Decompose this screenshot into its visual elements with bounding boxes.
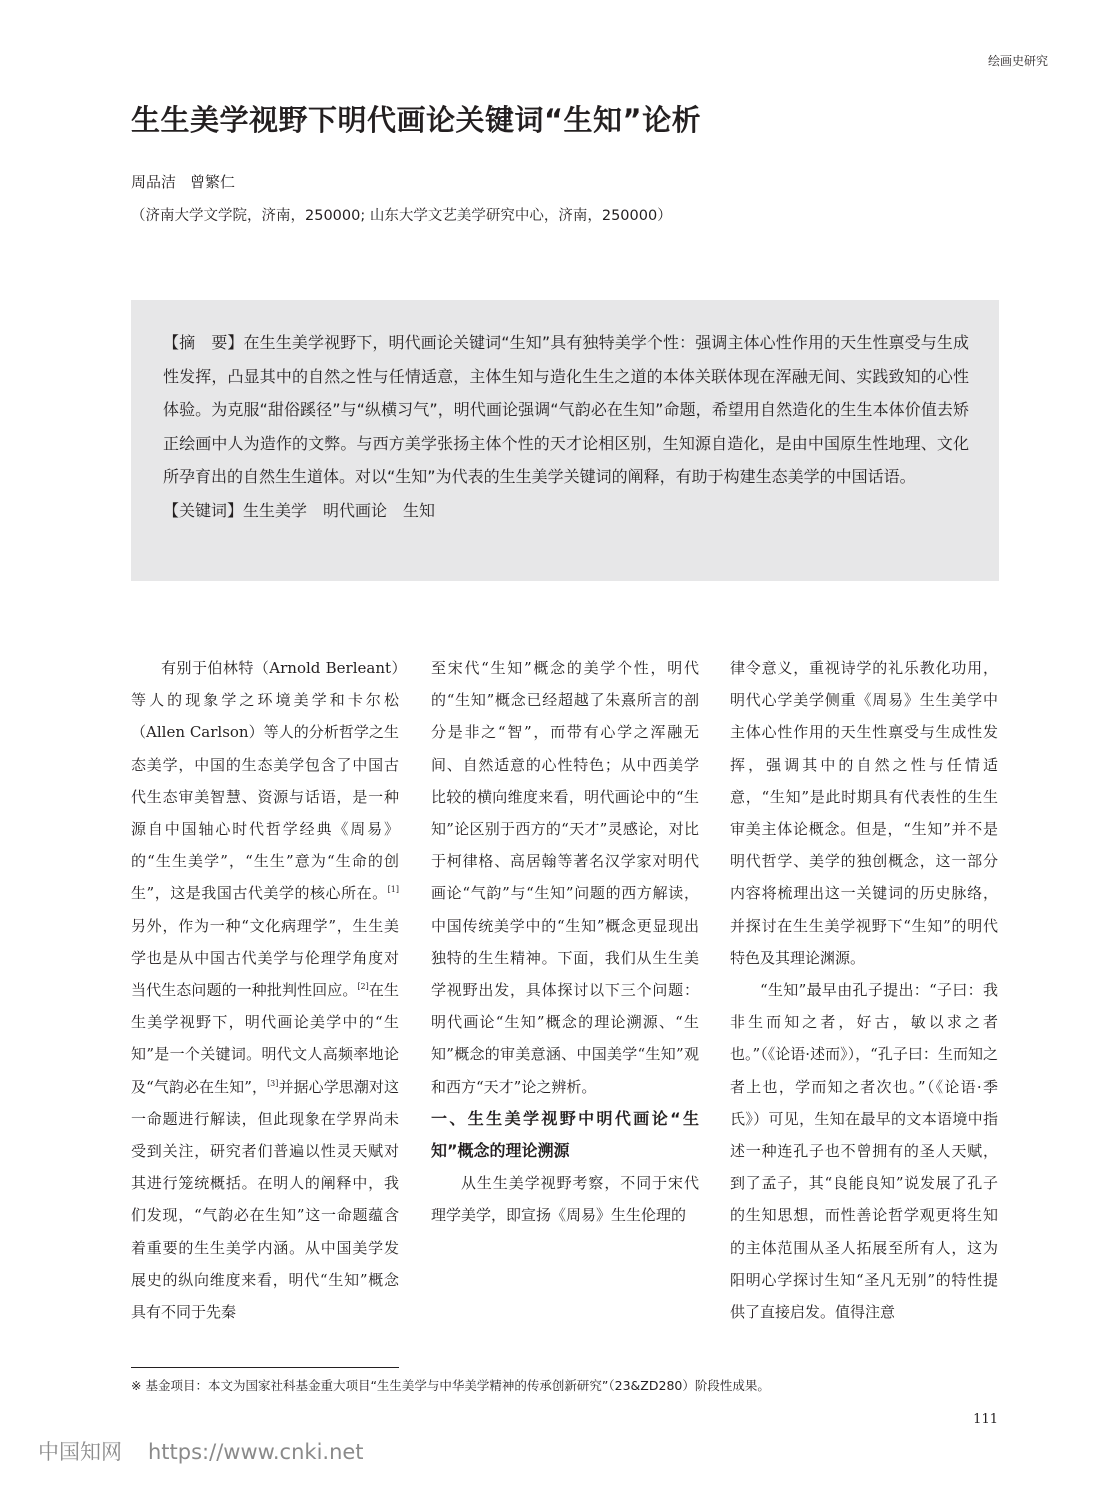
- page-number: 111: [973, 1412, 998, 1427]
- body-paragraph: 从生生美学视野考察，不同于宋代理学美学，即宣扬《周易》生生伦理的: [431, 1173, 699, 1225]
- watermark: [38, 1436, 364, 1466]
- keywords-label: 【关键词】: [163, 500, 244, 520]
- body-column-3: [730, 652, 998, 1328]
- section-heading: 一、生生美学视野中明代画论“生知”概念的理论溯源: [431, 1108, 699, 1160]
- body-text: 有别于伯林特（Arnold Berleant）等人的现象学之环境美学和卡尔松（Allen Carlson）等人的分析哲学之生态美学，中国的生态美学包含了中国古代生态审美智慧、资源与话语，是一种源自中国轴心时代哲学经典《周易》的“生生美学”，“生生”意为“生命的创生”，这是我国古代美学的核心所在。: [131, 659, 399, 903]
- footnote: ※ 基金项目：本文为国家社科基金重大项目“生生美学与中华美学精神的传承创新研究”（23&ZD280）阶段性成果。: [131, 1378, 770, 1393]
- abstract-paragraph: [163, 326, 969, 494]
- author-name: 曾繁仁: [190, 173, 236, 191]
- reference-marker: [3]: [267, 1078, 279, 1088]
- author-affiliation: （济南大学文学院，济南，250000; 山东大学文艺美学研究中心，济南，250000）: [131, 208, 672, 224]
- author-name: 周品洁: [131, 173, 177, 191]
- author-list: [131, 171, 235, 192]
- article-title: 生生美学视野下明代画论关键词“生知”论析: [131, 103, 702, 137]
- reference-marker: [2]: [357, 982, 369, 992]
- body-paragraph: “生知”最早由孔子提出：“子曰：我非生而知之者，好古，敏以求之者也。”（《论语·述而》），“孔子曰：生而知之者上也，学而知之者次也。”（《论语·季氏》）可见，生知在最早的文本语境中指述一种连孔子也不曾拥有的圣人天赋，到了孟子，其“良能良知”说发展了孔子的生知思想，而性善论哲学观更将生知的主体范围从圣人拓展至所有人，这为阳明心学探讨生知“圣凡无别”的特性提供了直接启发。值得注意: [730, 981, 998, 1322]
- body-text: 并据心学思潮对这一命题进行解读，但此现象在学界尚未受到关注，研究者们普遍以性灵天赋对其进行笼统概括。在明人的阐释中，我们发现，“气韵必在生知”这一命题蕴含着重要的生生美学内涵。从中国美学发展史的纵向维度来看，明代“生知”概念具有不同于先秦: [131, 1077, 399, 1322]
- keywords-text: 生生美学 明代画论 生知: [243, 500, 436, 520]
- watermark-site-name: 中国知网: [38, 1440, 122, 1464]
- watermark-url: https://www.cnki.net: [148, 1440, 364, 1464]
- body-paragraph: 至宋代“生知”概念的美学个性，明代的“生知”概念已经超越了朱熹所言的剖分是非之“智”，而带有心学之浑融无间、自然适意的心性特色；从中西美学比较的横向维度来看，明代画论中的“生知”论区别于西方的“天才”灵感论，对比于柯律格、高居翰等著名汉学家对明代画论“气韵”与“生知”问题的西方解读，中国传统美学中的“生知”概念更显现出独特的生生精神。下面，我们从生生美学视野出发，具体探讨以下三个问题：明代画论“生知”概念的理论溯源、“生知”概念的审美意涵、中国美学“生知”观和西方“天才”论之辨析。: [431, 659, 699, 1096]
- reference-marker: [1]: [387, 885, 399, 895]
- body-column-2: [431, 652, 699, 1231]
- body-column-1: [131, 652, 399, 1328]
- body-paragraph: [131, 652, 399, 1328]
- footnote-divider: [131, 1367, 399, 1368]
- keywords-line: [163, 494, 969, 528]
- abstract-box: [131, 300, 999, 581]
- body-text: 在生生美学视野下，明代画论美学中的“生知”是一个关键词。明代文人高频率地论及“气韵必在生知”，: [131, 981, 399, 1096]
- section-label: 绘画史研究: [987, 54, 1048, 68]
- body-text: 另外，作为一种“文化病理学”，生生美学也是从中国古代美学与伦理学角度对当代生态问题的一种批判性回应。: [131, 916, 399, 1000]
- abstract-label: 【摘 要】: [163, 333, 244, 352]
- body-paragraph: 律令意义，重视诗学的礼乐教化功用，明代心学美学侧重《周易》生生美学中主体心性作用的天生性禀受与生成性发挥，强调其中的自然之性与任情适意，“生知”是此时期具有代表性的生生审美主体论概念。但是，“生知”并不是明代哲学、美学的独创概念，这一部分内容将梳理出这一关键词的历史脉络，并探讨在生生美学视野下“生知”的明代特色及其理论渊源。: [730, 659, 998, 967]
- abstract-text: 在生生美学视野下，明代画论关键词“生知”具有独特美学个性：强调主体心性作用的天生性禀受与生成性发挥，凸显其中的自然之性与任情适意，主体生知与造化生生之道的本体关联体现在浑融无间、实践致知的心性体验。为克服“甜俗蹊径”与“纵横习气”，明代画论强调“气韵必在生知”命题，希望用自然造化的生生本体价值去矫正绘画中人为造作的文弊。与西方美学张扬主体个性的天才论相区别，生知源自造化，是由中国原生性地理、文化所孕育出的自然生生道体。对以“生知”为代表的生生美学关键词的阐释，有助于构建生态美学的中国话语。: [163, 333, 969, 487]
